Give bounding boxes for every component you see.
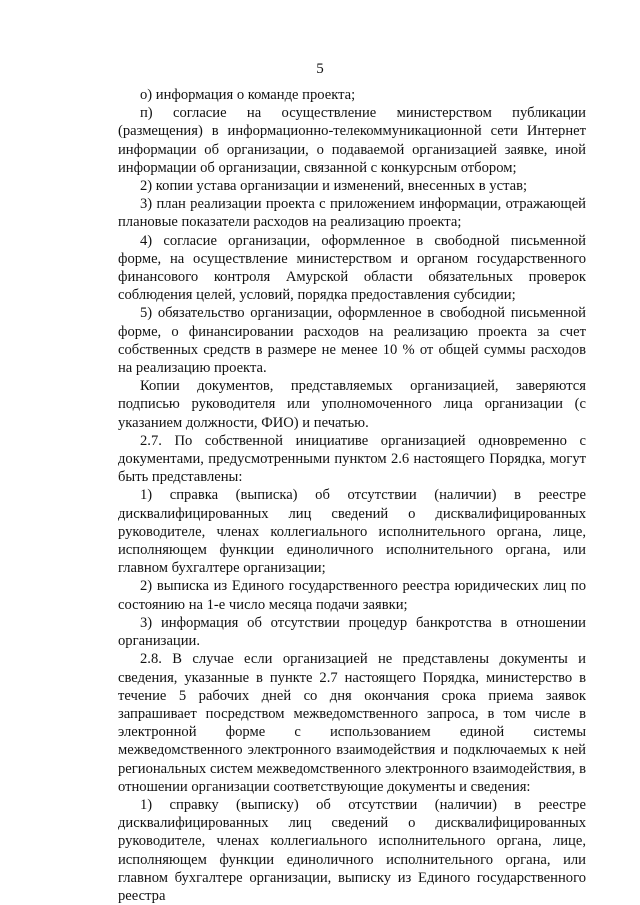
paragraph-section-2-7: 2.7. По собственной инициативе организацией одновременно с документами, предусмотренными пунктом 2.6 настоящего Порядка, могут быть представлены:: [118, 432, 586, 486]
paragraph-copies-certification: Копии документов, представляемых организацией, заверяются подписью руководителя или уполномоченного лица организации (с указанием должности, ФИО) и печатью.: [118, 378, 586, 431]
paragraph-2-7-item-1: 1) справка (выписка) об отсутствии (наличии) в реестре дисквалифицированных лиц сведений о дисквалифицированных руководителе, членах коллегиального исполнительного органа, лице, исполняющем функции единоличного исполнительного органа, или главном бухгалтере организации;: [118, 487, 586, 577]
paragraph-item-o: о) информация о команде проекта;: [140, 87, 356, 103]
paragraph-item-4: 4) согласие организации, оформленное в свободной письменной форме, на осуществление министерством и органом государственного финансового контроля Амурской области обязательных проверок соблюдения целей, условий, порядка предоставления субсидии;: [118, 232, 586, 304]
paragraph-item-5: 5) обязательство организации, оформленное в свободной письменной форме, о финансировании расходов на реализацию проекта за счет собственных средств в размере не менее 10 % от общей суммы расходов на реализацию проекта.: [118, 305, 586, 377]
paragraph-item-2: 2) копии устава организации и изменений, внесенных в устав;: [140, 178, 528, 195]
paragraph-2-7-item-2: 2) выписка из Единого государственного реестра юридических лиц по состоянию на 1-е число месяца подачи заявки;: [118, 578, 586, 613]
page-number: 5: [316, 61, 324, 77]
paragraph-item-p: п) согласие на осуществление министерством публикации (размещения) в информационно-телекоммуникационной сети Интернет информации об организации, о подаваемой организацией заявке, иной информации об организации, связанной с конкурсным отбором;: [118, 105, 586, 176]
paragraph-2-7-item-3: 3) информация об отсутствии процедур банкротства в отношении организации.: [118, 614, 586, 650]
document-body: [118, 86, 586, 905]
paragraph-section-2-8: 2.8. В случае если организацией не представлены документы и сведения, указанные в пункте 2.7 настоящего Порядка, министерство в течение 5 рабочих дней со дня окончания срока приема заявок запрашивает посредством межведомственного запроса, в том числе в электронной форме с использованием единой системы межведомственного электронного взаимодействия и подключаемых к ней региональных систем межведомственного электронного взаимодействия, в отношении организации соответствующие документы и сведения:: [118, 651, 586, 795]
paragraph-2-8-item-1: 1) справку (выписку) об отсутствии (наличии) в реестре дисквалифицированных лиц сведений о дисквалифицированных руководителе, членах коллегиального исполнительного органа, лице, исполняющем функции единоличного исполнительного органа, или главном бухгалтере организации, выписку из Единого государственного реестра: [118, 796, 586, 904]
paragraph-item-3: 3) план реализации проекта с приложением информации, отражающей плановые показатели расходов на реализацию проекта;: [118, 196, 586, 231]
